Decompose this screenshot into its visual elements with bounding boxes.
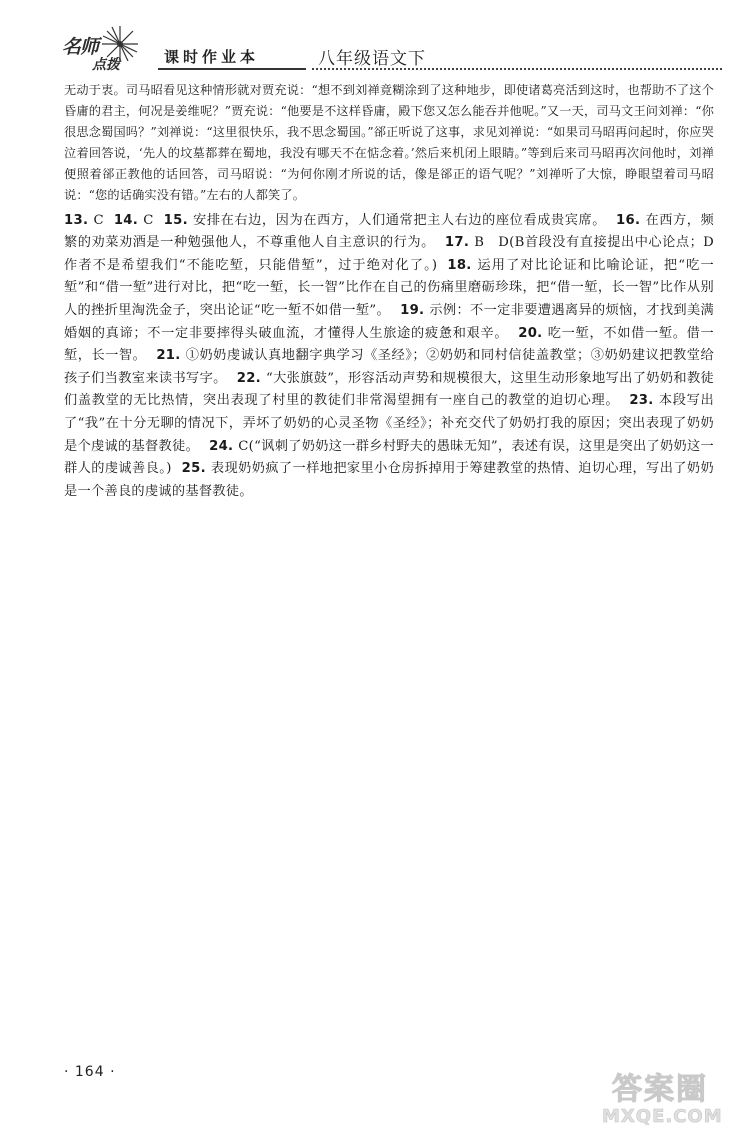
answer-text: C xyxy=(93,212,104,228)
answer-text: “大张旗鼓”，形容活动声势和规模很大，这里生动形象地写出了奶奶和教徒们盖教堂的无比热情，突出表现了村里的教徒们非常渴望拥有一座自己的教堂的迫切心理。 xyxy=(64,370,714,409)
answer-number: 18. xyxy=(447,257,478,273)
answers-paragraph xyxy=(64,210,714,504)
answer-number: 19. xyxy=(400,302,430,318)
answer-text: B D(B首段没有直接提出中心论点；D作者不是希望我们“不能吃堑，只能借堑”，过于绝对化了。) xyxy=(64,235,715,273)
logo-main-text: 名师 xyxy=(62,36,99,58)
page-number: · 164 · xyxy=(64,1064,116,1080)
translation-line: 帮助不了这个昏庸的君主，何况是姜维呢？”贾充说：“他要是不这样昏庸，殿下您又怎么能吞并他呢。”又一 xyxy=(64,83,715,119)
answer-number: 22. xyxy=(236,370,266,386)
answer-number: 23. xyxy=(629,393,659,409)
answer-text: 示例：不一定非要遭遇离异的烦恼，才找到美满婚姻的真谛；不一定非要摔得头破血流，才懂得人生旅途的疲惫和艰辛。 xyxy=(64,302,714,341)
answer-text: ①奶奶虔诚认真地翻字典学习《圣经》；②奶奶和同村信徒盖教堂；③奶奶建议把教堂给孩子们当教室来读书写字。 xyxy=(64,348,714,386)
answer-number: 21. xyxy=(156,348,186,364)
answer-item xyxy=(114,213,154,228)
answer-text: C(“讽刺了奶奶这一群乡村野夫的愚昧无知”，表述有误，这里是突出了奶奶这一群人的虔诚善良。) xyxy=(64,438,715,477)
translation-line: 话，像是郤正的语气呢？”刘禅听了大惊，睁眼望着司马昭说：“您的话确实没有错。”左右的人都笑了。 xyxy=(64,167,714,203)
answer-number: 14. xyxy=(113,212,144,228)
header-rule-solid xyxy=(158,68,306,70)
answer-text: 吃一堑，不如借一堑。借一堑，长一智。 xyxy=(64,325,714,364)
answer-text: 安排在右边，因为在西方，人们通常把主人右边的座位看成贵宾席。 xyxy=(193,212,607,228)
answer-number: 20. xyxy=(518,325,548,341)
translation-line: 说：“如果司马昭再问起时，你应哭泣着回答说，‘先人的坟墓都葬在蜀地，我没有哪天不在惦念着。’然后来 xyxy=(64,125,714,161)
answer-item xyxy=(164,213,606,228)
answer-number: 15. xyxy=(163,212,194,228)
site-watermark xyxy=(600,1060,746,1136)
translation-line: 天，司马文王问刘禅：“你很思念蜀国吗？”刘禅说：“这里很快乐，我不思念蜀国。”郤正听说了这事，求见刘禅 xyxy=(64,104,714,140)
logo-sub-text: 点拨 xyxy=(92,57,120,73)
grade-label: 八年级语文下 xyxy=(318,49,426,69)
book-title: 课时作业本 xyxy=(164,48,260,66)
answer-text: 运用了对比论证和比喻论证，把“吃一堑”和“借一堑”进行对比，把“吃一堑，长一智”比作在自己的伤痛里磨砺珍珠，把“借一堑，长一智”比作从别人的挫折里淘洗金子，突出论证“吃一堑不如借一堑”。 xyxy=(64,257,714,318)
header-rule-dotted xyxy=(312,68,722,70)
answer-number: 13. xyxy=(64,212,94,228)
answer-text: 表现奶奶疯了一样地把家里小仓房拆掉用于筹建教堂的热情、迫切心理，写出了奶奶是一个善良的虔诚的基督教徒。 xyxy=(64,461,714,499)
answer-number: 25. xyxy=(181,461,211,477)
answer-text: 本段写出了“我”在十分无聊的情况下，弄坏了奶奶的心灵圣物《圣经》；补充交代了奶奶打我的原因；突出表现了奶奶是个虔诚的基督教徒。 xyxy=(64,393,715,454)
answer-content xyxy=(64,80,714,503)
page-header xyxy=(60,24,722,76)
series-logo xyxy=(60,26,152,76)
answer-text: C xyxy=(143,212,154,228)
answer-item xyxy=(64,213,104,228)
answer-text: 在西方，频繁的劝菜劝酒是一种勉强他人，不尊重他人自主意识的行为。 xyxy=(64,212,715,251)
answer-number: 16. xyxy=(616,212,646,228)
answer-number: 17. xyxy=(444,235,475,251)
watermark-logo-text: 答案圈 xyxy=(612,1072,708,1107)
watermark-url: MXQE.COM xyxy=(602,1106,723,1127)
translation-paragraph xyxy=(64,80,714,207)
answer-number: 24. xyxy=(209,438,239,454)
translation-line: 无动于衷。司马昭看见这种情形就对贾充说：“想不到刘禅竟糊涂到了这种地步，即使诸葛亮活到这时，也 xyxy=(64,83,640,97)
translation-line: 机闭上眼睛。”等到后来司马昭再次问他时，刘禅便照着郤正教他的话回答，司马昭说：“为何你刚才所说的 xyxy=(64,146,714,182)
